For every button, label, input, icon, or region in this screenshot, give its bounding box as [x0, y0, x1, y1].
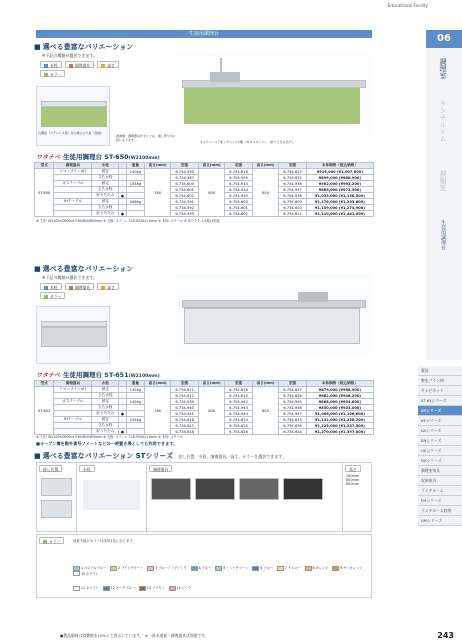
model-number-cell: 6-754-634	[279, 423, 306, 429]
weight-cell: 155kg	[126, 417, 144, 423]
color-swatch	[252, 565, 272, 571]
model-number-cell: 6-754-600	[225, 199, 252, 205]
product-illustration-2	[36, 306, 110, 364]
accent-swatch-row	[73, 585, 369, 591]
height-cell: 800	[198, 169, 225, 217]
swatch-chip	[305, 566, 312, 571]
side-title-main: 調理室	[439, 58, 447, 79]
model-number-cell: 6-754-587	[171, 175, 198, 181]
model-code-cell: ST-650	[35, 169, 54, 217]
page-footer	[0, 630, 462, 644]
tag-faucet: 水栓	[40, 61, 62, 68]
model-number-cell: 6-754-618	[171, 429, 198, 435]
model-number-cell: 6-754-625	[279, 169, 306, 175]
tag-color: カラー	[39, 537, 64, 544]
variation-title: ■ 選べる豊富なバリエーション	[34, 264, 374, 274]
model-number-cell: 6-754-617	[171, 423, 198, 429]
model-number-cell: 6-754-609	[279, 199, 306, 205]
model-number-cell: 6-754-634	[279, 429, 306, 435]
price-cell: ¥1,006,000 (¥1,106,600)	[306, 411, 373, 417]
product-illustration-1	[36, 86, 110, 146]
color-swatch	[73, 585, 99, 591]
swatch-label: 7 イエロー	[284, 566, 301, 570]
stove-icon	[239, 478, 279, 500]
cooking-type-cell: ガステーブル	[54, 399, 92, 405]
nav-item[interactable]: STシリーズ	[418, 406, 462, 416]
price-cell: ¥1,035,000 (¥1,138,500)	[306, 193, 373, 199]
palette-icon	[44, 295, 48, 299]
faucet-cell: 折りたたみ	[92, 411, 119, 417]
price-cell: ¥868,000 (¥954,800)	[306, 399, 373, 405]
cabinet-doors	[184, 308, 360, 344]
counter-top	[182, 300, 366, 308]
faucet-icon	[220, 58, 222, 72]
model-number-cell: 6-754-938	[279, 193, 306, 199]
nav-item[interactable]: UXシリーズ	[418, 446, 462, 456]
model-number-cell: 6-754-626	[279, 393, 306, 399]
fold-cell: -	[119, 405, 127, 411]
model-size: (W2100mm)	[128, 156, 160, 161]
model-number-cell: 6-754-595	[225, 175, 252, 181]
weight-cell	[126, 211, 144, 217]
swatch-label: 14 ピンク	[176, 586, 192, 590]
palette-icon	[44, 73, 48, 77]
swatch-label: 12 オークブルー	[110, 586, 135, 590]
model-number-cell: 6-754-940	[171, 405, 198, 411]
section-banner: 生徒用調理台	[36, 30, 372, 38]
cabinet-doors	[184, 88, 360, 124]
side-title-sub2: 被服室	[439, 170, 447, 191]
nav-item[interactable]: DXシリーズ	[418, 456, 462, 466]
nav-item[interactable]: ランチルーム収納	[418, 506, 462, 516]
swatch-chip	[252, 566, 259, 571]
swatch-label: 4 ブルー	[198, 566, 212, 570]
variation3-title: ■ 選べる豊富なバリエーション STシリーズ	[34, 452, 173, 460]
faucet-cell: 立ち水栓	[92, 187, 119, 193]
swatch-chip	[191, 566, 198, 571]
fold-cell: -	[119, 399, 127, 405]
price-cell: ¥1,270,000 (¥1,397,000)	[306, 429, 373, 435]
table-header-row: 型式 調理器具 水栓 重量 高さ(mm) 型番 高さ(mm) 型番 高さ(mm) 型番 本体価格（税込価格）	[35, 163, 374, 169]
swatch-chip	[73, 586, 80, 591]
model-number-cell: 6-754-625	[225, 393, 252, 399]
product-photo-1	[176, 54, 372, 136]
cabinet	[41, 327, 107, 347]
footer-note: ●製品価格は消費税を10%とて表示しています。 ※一部水道業・調理器具は別途です。	[60, 633, 209, 638]
weight-cell: 140kg	[126, 169, 144, 175]
model-number-cell: 6-754-593	[171, 211, 198, 217]
model-number-cell: 6-754-627	[279, 387, 306, 393]
swatch-label: 6 ブルー	[260, 566, 273, 570]
swatch-label: 8 オレンジ	[312, 566, 329, 570]
color-swatch	[103, 585, 135, 591]
fold-cell: -	[119, 187, 127, 193]
series-nav	[418, 366, 462, 526]
model-number-cell: 6-754-945	[279, 399, 306, 405]
tag-color: カラー	[40, 292, 65, 299]
option-faucet	[77, 463, 147, 533]
model-number-cell: 6-754-602	[171, 193, 198, 199]
price-cell: ¥916,000 (¥1,007,600)	[306, 169, 373, 175]
variation-note: ※下記の種類が選択できます。	[42, 275, 98, 280]
tag-color: カラー	[40, 70, 65, 77]
fold-cell: -	[119, 169, 127, 175]
nav-item[interactable]: ENシリーズ	[418, 436, 462, 446]
color-swatch-row	[73, 565, 369, 576]
swatch-label: 2 ライトグリーン	[118, 566, 144, 570]
height-option: 850mm	[346, 482, 360, 486]
model-number-cell: 6-754-933	[225, 181, 252, 187]
faucet-cell: 折りたたみ	[92, 211, 119, 217]
callout-left: 丸棚板（ステンレス製）付の場合の天板（別途）	[38, 131, 104, 135]
nav-item[interactable]: 調理室家具	[418, 466, 462, 476]
fold-cell: ●	[119, 429, 127, 435]
price-cell: ¥1,125,000 (¥1,237,500)	[306, 423, 373, 429]
faucet-cell: 立ち水栓	[92, 205, 119, 211]
faucet-cell: 立ち水栓	[92, 423, 119, 429]
color-swatch	[110, 565, 143, 571]
model-number-cell: 6-754-944	[225, 411, 252, 417]
callout-middle: 湯沸器・調理器具付タイプは、通し部分が2段になります	[116, 134, 175, 142]
model-code: ST-651	[104, 371, 129, 379]
height-cell: 760	[144, 387, 171, 435]
side-title-sub1: ランチルーム	[439, 100, 447, 142]
color-swatch	[332, 565, 362, 571]
model-number-cell: 6-754-942	[225, 399, 252, 405]
model-number-cell: 6-754-610	[279, 205, 306, 211]
option-label: 流し位置	[39, 465, 62, 472]
cooking-type-cell: ドロップイン4口	[54, 387, 92, 393]
variation-note: ※下記の種類が選択できます。	[42, 53, 98, 58]
cooking-type-cell: IHテーブル	[54, 199, 92, 205]
page-header	[0, 0, 462, 14]
spec-table-1	[34, 162, 374, 217]
faucet-icon	[44, 286, 48, 290]
height-icon	[101, 64, 105, 68]
sink-position-icon	[41, 478, 72, 496]
model-number-cell: 6-754-934	[225, 187, 252, 193]
swatch-chip	[332, 566, 339, 571]
model-number-cell: 6-754-633	[279, 417, 306, 423]
color-swatch	[147, 565, 186, 571]
swatch-chip	[215, 566, 222, 571]
faucet-cell: 固定	[92, 169, 119, 175]
model-number-cell: 6-754-626	[225, 429, 252, 435]
price-cell: ¥1,176,000 (¥1,293,600)	[306, 199, 373, 205]
price-cell: ¥1,142,000 (¥1,256,200)	[306, 417, 373, 423]
model-number-cell: 6-754-595	[171, 169, 198, 175]
model-number-cell: 6-754-591	[171, 199, 198, 205]
page-number: 243	[437, 631, 454, 640]
sink	[210, 72, 240, 82]
model-number-cell: 6-754-941	[171, 411, 198, 417]
model-number-cell: 6-754-624	[225, 417, 252, 423]
price-cell: ¥879,000 (¥966,900)	[306, 387, 373, 393]
brand-logo: ワタナベ	[36, 372, 60, 379]
model-number-cell: 6-754-616	[225, 169, 252, 175]
weight-cell: 166kg	[126, 199, 144, 205]
model-number-cell: 6-754-947	[279, 411, 306, 417]
fold-cell: -	[119, 199, 127, 205]
swatch-label: 9 サンオレンジ	[340, 566, 363, 570]
faucet-cell: 立ち水栓	[92, 175, 119, 181]
cabinet	[41, 107, 107, 127]
tag-cooking: 調理器具	[65, 61, 94, 68]
model-number-cell: 6-754-602	[225, 211, 252, 217]
color-swatch	[277, 565, 301, 571]
nav-item[interactable]: ランチルーム	[418, 486, 462, 496]
fold-cell: -	[119, 423, 127, 429]
variation-title: ■ 選べる豊富なバリエーション	[34, 42, 374, 52]
stove-icon	[69, 64, 73, 68]
cooking-type-cell: ガステーブル	[54, 181, 92, 187]
option-label: 水栓	[79, 465, 95, 472]
color-swatch	[215, 565, 248, 571]
callout-right: ①ステンレス天板 / ②シンク2槽 / ③(ガスタイプ) (折りたたみ吊戸)	[200, 140, 293, 144]
stove-icon	[283, 478, 323, 500]
category-label: Educational Facility	[387, 3, 428, 8]
table-footnote-2: ※ 寸法: W2100×D900×H760/800/850mm ※ 天板: ステンレス(SUS304)1.0mm ※ 本体: スチール	[36, 435, 184, 439]
fold-cell: -	[119, 387, 127, 393]
variation3-subtitle: 流し位置、水栓、調理器具、高さ、カラーを選択できます。	[178, 454, 286, 459]
tag-cooking: 調理器具	[65, 283, 94, 290]
height-cell: 760	[144, 169, 171, 217]
section-number: 06	[426, 30, 462, 48]
swatch-chip	[103, 586, 110, 591]
faucet-cell: 立ち水栓	[92, 393, 119, 399]
color-swatch	[305, 565, 329, 571]
palette-icon	[43, 540, 47, 544]
cooking-type-cell	[54, 211, 92, 217]
spec-table-2	[34, 380, 374, 435]
stove-icon	[151, 478, 191, 500]
fold-cell: -	[119, 181, 127, 187]
swatch-chip	[147, 566, 154, 571]
color-swatch	[73, 571, 99, 577]
nav-item[interactable]: 教室プラン例	[418, 376, 462, 386]
swatch-label: 5 ミントグリーン	[223, 566, 249, 570]
sink-position-icon	[41, 500, 72, 518]
height-cell: 850	[252, 169, 279, 217]
model-number-cell: 6-754-616	[225, 387, 252, 393]
color-note: 取扱天板のカラーは本体1色になります。	[73, 539, 136, 543]
cooking-type-cell: ドロップイン4口	[54, 169, 92, 175]
swatch-chip	[110, 566, 117, 571]
model-number-cell: 6-754-600	[171, 181, 198, 187]
faucet-cell: 固定	[92, 387, 119, 393]
stove-icon	[195, 478, 235, 500]
color-swatch	[169, 585, 192, 591]
nav-item[interactable]: 薬局	[418, 366, 462, 376]
fold-cell: -	[119, 175, 127, 181]
sink	[298, 292, 328, 302]
model-code-cell: ST-651	[35, 387, 54, 435]
height-cell: 850	[252, 387, 279, 435]
product-photo-2	[176, 274, 372, 354]
option-grid	[36, 462, 372, 532]
model-number-cell: 6-754-937	[279, 187, 306, 193]
option-sink-position	[37, 463, 77, 533]
fold-cell: ●	[119, 211, 127, 217]
model-number-cell: 6-754-625	[225, 423, 252, 429]
option-height	[343, 463, 373, 533]
swatch-chip	[139, 586, 146, 591]
option-label: 高さ	[345, 465, 361, 472]
fold-cell: ●	[119, 411, 127, 417]
swatch-label: 1 パステルブルー	[81, 566, 107, 570]
height-cell: 800	[198, 387, 225, 435]
faucet-cell: 折りたたみ	[92, 429, 119, 435]
model-name: 生徒用調理台	[62, 153, 102, 161]
model-title-1	[36, 152, 160, 161]
tag-height: 高さ	[97, 61, 119, 68]
color-swatch	[139, 585, 165, 591]
variation-block-3	[34, 451, 374, 461]
model-number-cell: 6-754-601	[171, 187, 198, 193]
fold-cell: ●	[119, 193, 127, 199]
height-icon	[101, 286, 105, 290]
brand-logo: ワタナベ	[36, 154, 60, 161]
model-number-cell: 6-754-612	[171, 393, 198, 399]
color-palette	[36, 534, 372, 598]
color-swatch	[191, 565, 211, 571]
cooking-type-cell: IHテーブル	[54, 417, 92, 423]
nav-item[interactable]: FMシリーズ	[418, 496, 462, 506]
fold-cell: -	[119, 393, 127, 399]
faucet-cell: 固定	[92, 199, 119, 205]
model-title-2	[36, 370, 160, 379]
swatch-chip	[169, 586, 176, 591]
nav-item[interactable]: キャビネット	[418, 386, 462, 396]
oven-note: ■オーブン槽を散外番号ソメートなどの一時置き場としても利用できます。	[36, 441, 178, 446]
model-code: ST-650	[104, 153, 129, 161]
model-number-cell: 6-754-935	[225, 193, 252, 199]
stove-icon	[69, 286, 73, 290]
price-cell: ¥1,159,000 (¥1,274,900)	[306, 205, 373, 211]
nav-item[interactable]: 収納家具	[418, 476, 462, 486]
weight-cell: 142kg	[126, 399, 144, 405]
height-option: 800mm	[346, 478, 360, 482]
side-index	[426, 30, 462, 360]
model-number-cell: 6-754-601	[225, 205, 252, 211]
price-cell: ¥862,000 (¥948,200)	[306, 393, 373, 399]
height-option: 760mm	[346, 474, 360, 478]
faucet-cell: 固定	[92, 181, 119, 187]
price-cell: ¥899,000 (¥988,900)	[306, 175, 373, 181]
price-cell: ¥885,000 (¥973,500)	[306, 187, 373, 193]
swatch-label: 13 ブラウン	[146, 586, 165, 590]
price-cell: ¥902,000 (¥992,200)	[306, 181, 373, 187]
fold-cell: -	[119, 205, 127, 211]
faucet-cell: 立ち水栓	[92, 405, 119, 411]
option-cooking	[147, 463, 343, 533]
color-label-block	[39, 537, 66, 544]
model-size: (W2100mm)	[128, 374, 160, 379]
faucet-icon	[83, 480, 140, 510]
nav-item[interactable]: KAシリーズ	[418, 426, 462, 436]
weight-cell: 139kg	[126, 387, 144, 393]
price-cell: ¥1,310,000 (¥1,441,000)	[306, 211, 373, 217]
model-number-cell: 6-754-939	[171, 399, 198, 405]
faucet-cell: 折りたたみ	[92, 193, 119, 199]
faucet-cell: 固定	[92, 417, 119, 423]
model-number-cell: 6-754-611	[279, 211, 306, 217]
swatch-label: 10 ホワイト	[81, 571, 99, 576]
swatch-chip	[73, 571, 80, 576]
tag-height: 高さ	[97, 283, 119, 290]
fold-cell: -	[119, 417, 127, 423]
nav-item[interactable]: ST-64シリーズ	[418, 396, 462, 406]
side-product-label: 生徒用調理台	[440, 220, 446, 250]
model-number-cell: 6-754-943	[225, 405, 252, 411]
swatch-label: 11 ホワイト	[81, 586, 99, 590]
model-number-cell: 6-754-946	[279, 405, 306, 411]
faucet-cell: 固定	[92, 399, 119, 405]
table-header-row: 型式 調理器具 水栓 重量 高さ(mm) 型番 高さ(mm) 型番 高さ(mm) 型番 本体価格（税込価格）	[35, 381, 374, 387]
swatch-chip	[277, 566, 284, 571]
model-number-cell: 6-754-936	[279, 181, 306, 187]
model-number-cell: 6-754-616	[171, 417, 198, 423]
weight-cell: 153kg	[126, 181, 144, 187]
price-cell: ¥850,000 (¥935,000)	[306, 405, 373, 411]
faucet-icon	[44, 64, 48, 68]
nav-item[interactable]: KEシリーズ	[418, 416, 462, 426]
table-footnote-1: ※ 寸法: W2100×D900×H760/800/850mm ※ 天板: ステンレス(SUS304)1.0mm ※ 本体: スチール ※ 折りたたみ水栓は別途	[36, 219, 220, 223]
model-number-cell: 6-754-592	[171, 205, 198, 211]
tag-faucet: 水栓	[40, 283, 62, 290]
model-number-cell: 6-754-611	[171, 387, 198, 393]
option-label: 調理器具	[149, 465, 172, 472]
swatch-label: 3 ブルーミングピンク	[155, 566, 187, 570]
model-number-cell: 6-754-632	[279, 175, 306, 181]
nav-item[interactable]: UMシリーズ	[418, 516, 462, 526]
model-name: 生徒用調理台	[62, 371, 102, 379]
